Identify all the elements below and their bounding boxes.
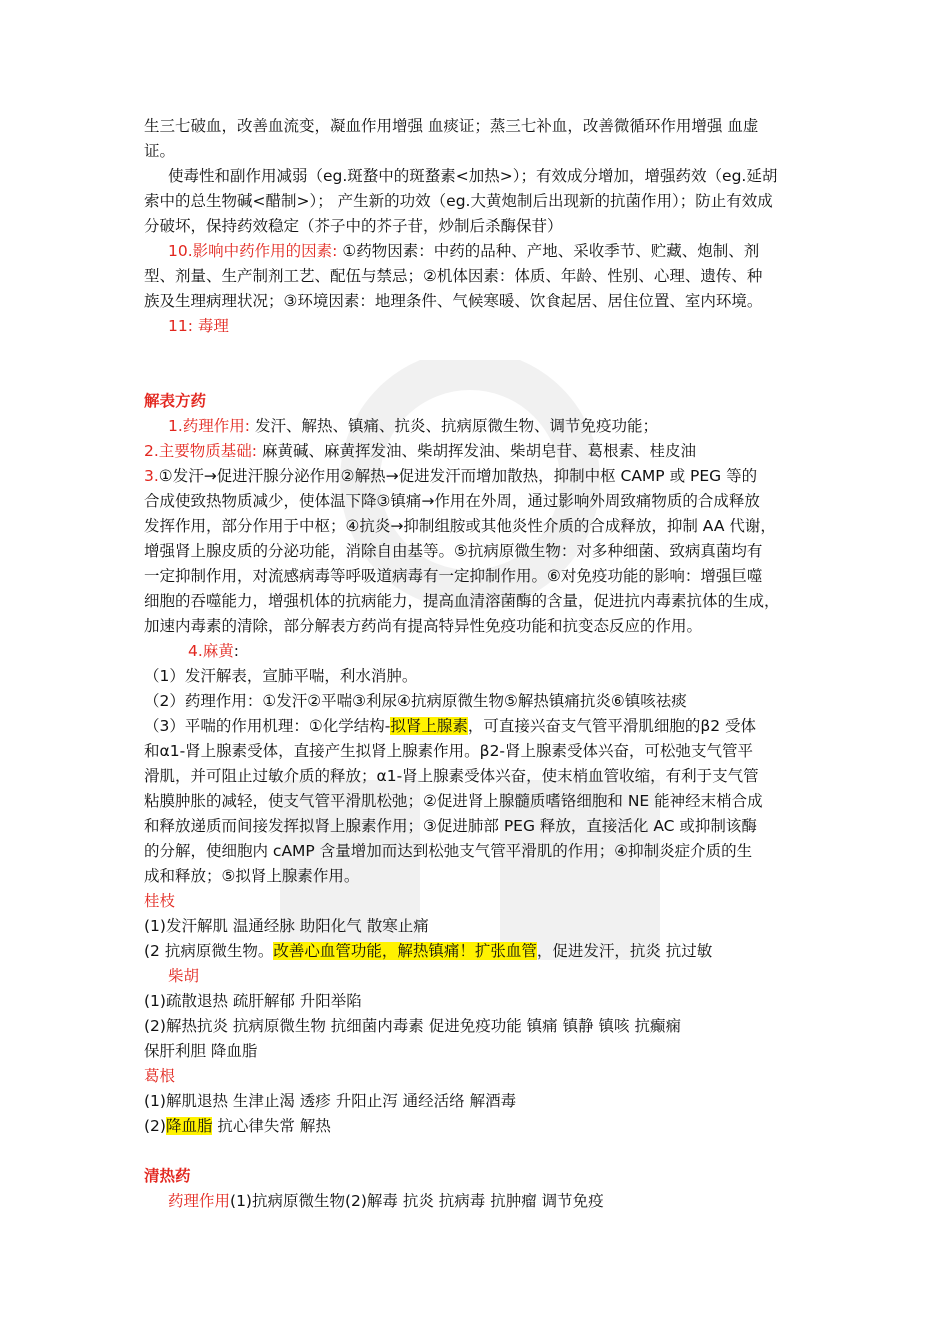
text-line (144, 189, 814, 214)
paragraph-gap (144, 1139, 814, 1164)
text-segment: (1)解肌退热 生津止渴 透疹 升阳止泻 通经活络 解酒毒 (144, 1092, 517, 1110)
text-segment: 和释放递质而间接发挥拟肾上腺素作用；③促进肺部 PEG 释放，直接活化 AC 或抑制该酶 (144, 817, 757, 835)
text-line (144, 314, 814, 339)
text-line (144, 639, 814, 664)
text-line (144, 239, 814, 264)
text-segment: 改善心血管功能，解热镇痛！扩张血管 (273, 942, 537, 960)
text-line (144, 614, 814, 639)
text-segment: 2.主要物质基础: (144, 442, 262, 460)
text-line (144, 714, 814, 739)
text-line (144, 764, 814, 789)
text-segment: (2)解热抗炎 抗病原微生物 抗细菌内毒素 促进免疫功能 镇痛 镇静 镇咳 抗癫痫 (144, 1017, 681, 1035)
text-line (144, 739, 814, 764)
text-line (144, 839, 814, 864)
text-line (144, 964, 814, 989)
text-segment: 族及生理病理状况；③环境因素：地理条件、气候寒暖、饮食起居、居住位置、室内环境。 (144, 292, 763, 310)
paragraph-gap (144, 339, 814, 389)
text-segment: 10.影响中药作用的因素: (168, 242, 343, 260)
text-line (144, 789, 814, 814)
text-segment: 增强肾上腺皮质的分泌功能，消除自由基等。⑤抗病原微生物：对多种细菌、致病真菌均有 (144, 542, 763, 560)
text-segment: （1）发汗解表，宣肺平喘，利水消肿。 (144, 667, 418, 685)
text-line (144, 289, 814, 314)
text-segment: 使毒性和副作用减弱（eg.斑蝥中的斑蝥素<加热>）；有效成分增加，增强药效（eg.延胡 (168, 167, 778, 185)
text-line (144, 264, 814, 289)
text-line (144, 1189, 814, 1214)
text-segment: 滑肌，并可阻止过敏介质的释放；α1-肾上腺素受体兴奋，使末梢血管收缩，有利于支气管 (144, 767, 759, 785)
text-line (144, 689, 814, 714)
text-line (144, 889, 814, 914)
text-segment: 清热药 (144, 1167, 191, 1185)
text-line (144, 389, 814, 414)
text-line (144, 589, 814, 614)
text-segment: 成和释放；⑤拟肾上腺素作用。 (144, 867, 360, 885)
text-line (144, 939, 814, 964)
text-segment: 粘膜肿胀的减轻，使支气管平滑肌松弛；②促进肾上腺髓质嗜铬细胞和 NE 能神经末梢合成 (144, 792, 763, 810)
text-line (144, 489, 814, 514)
text-segment: 麻黄碱、麻黄挥发油、柴胡挥发油、柴胡皂苷、葛根素、桂皮油 (261, 442, 696, 460)
text-line (144, 864, 814, 889)
text-segment: （2）药理作用：①发汗②平喘③利尿④抗病原微生物⑤解热镇痛抗炎⑥镇咳祛痰 (144, 692, 687, 710)
text-segment: (1)抗病原微生物(2)解毒 抗炎 抗病毒 抗肿瘤 调节免疫 (230, 1192, 604, 1210)
text-segment: 3. (144, 467, 159, 485)
text-segment: 桂枝 (144, 892, 176, 910)
text-segment: 柴胡 (168, 967, 200, 985)
text-segment: ①药物因素：中药的品种、产地、采收季节、贮藏、炮制、剂 (342, 242, 760, 260)
text-line (144, 114, 814, 139)
text-line (144, 914, 814, 939)
text-line (144, 1039, 814, 1064)
text-segment: 保肝利胆 降血脂 (144, 1042, 258, 1060)
text-segment: (2 抗病原微生物。 (144, 942, 274, 960)
text-segment: 分破坏，保持药效稳定（芥子中的芥子苷，炒制后杀酶保苷） (144, 217, 563, 235)
text-segment: 的分解，使细胞内 cAMP 含量增加而达到松弛支气管平滑肌的作用；④抑制炎症介质的生 (144, 842, 753, 860)
text-segment: 拟肾上腺素 (390, 717, 468, 735)
text-segment: 合成使致热物质减少，使体温下降③镇痛→作用在外周，通过影响外周致痛物质的合成释放 (144, 492, 760, 510)
text-segment: 生三七破血，改善血流变，凝血作用增强 血痰证；蒸三七补血，改善微循环作用增强 血虚 (144, 117, 759, 135)
text-line (144, 464, 814, 489)
text-segment: 抗心律失常 解热 (212, 1117, 331, 1135)
text-segment: 发汗、解热、镇痛、抗炎、抗病原微生物、调节免疫功能； (254, 417, 658, 435)
text-line (144, 164, 814, 189)
text-line (144, 564, 814, 589)
text-segment: 药理作用 (168, 1192, 231, 1210)
text-segment: (1)疏散退热 疏肝解郁 升阳举陷 (144, 992, 362, 1010)
text-line (144, 1089, 814, 1114)
text-line (144, 1014, 814, 1039)
text-segment: （3）平喘的作用机理：①化学结构- (144, 717, 391, 735)
text-segment: (1)发汗解肌 温通经脉 助阳化气 散寒止痛 (144, 917, 429, 935)
text-segment: 发挥作用，部分作用于中枢；④抗炎→抑制组胺或其他炎性介质的合成释放，抑制 AA 代谢， (144, 517, 776, 535)
text-segment: 葛根 (144, 1067, 176, 1085)
text-segment: (2) (144, 1117, 166, 1135)
text-segment: ，可直接兴奋支气管平滑肌细胞的β2 受体 (467, 717, 757, 735)
text-segment: ，促进发汗，抗炎 抗过敏 (536, 942, 713, 960)
text-line (144, 214, 814, 239)
text-line (144, 514, 814, 539)
text-line (144, 1114, 814, 1139)
text-segment: 加速内毒素的清除，部分解表方药尚有提高特异性免疫功能和抗变态反应的作用。 (144, 617, 703, 635)
text-segment: 一定抑制作用，对流感病毒等呼吸道病毒有一定抑制作用。⑥对免疫功能的影响：增强巨噬 (144, 567, 763, 585)
text-line (144, 439, 814, 464)
text-segment: 索中的总生物碱<醋制>）； 产生新的功效（eg.大黄炮制后出现新的抗菌作用）；防止有效成 (144, 192, 773, 210)
text-segment: ①发汗→促进汗腺分泌作用②解热→促进发汗而增加散热，抑制中枢 CAMP 或 PEG 等的 (158, 467, 758, 485)
text-segment: : (233, 642, 240, 660)
text-segment: 降血脂 (165, 1117, 213, 1135)
text-segment: 11: 毒理 (168, 317, 229, 335)
text-segment: 型、剂量、生产制剂工艺、配伍与禁忌；②机体因素：体质、年龄、性别、心理、遗传、种 (144, 267, 763, 285)
text-line (144, 1064, 814, 1089)
text-segment: 解表方药 (144, 392, 207, 410)
text-line (144, 814, 814, 839)
text-segment: 证。 (144, 142, 176, 160)
text-segment: 4.麻黄 (188, 642, 234, 660)
document-page (144, 114, 814, 1214)
text-line (144, 1164, 814, 1189)
text-line (144, 539, 814, 564)
text-line (144, 414, 814, 439)
text-segment: 1.药理作用: (168, 417, 255, 435)
text-line (144, 989, 814, 1014)
text-line (144, 139, 814, 164)
text-line (144, 664, 814, 689)
text-segment: 和α1-肾上腺素受体，直接产生拟肾上腺素作用。β2-肾上腺素受体兴奋，可松弛支气管平 (144, 742, 754, 760)
text-segment: 细胞的吞噬能力，增强机体的抗病能力，提高血清溶菌酶的含量，促进抗内毒素抗体的生成， (144, 592, 780, 610)
